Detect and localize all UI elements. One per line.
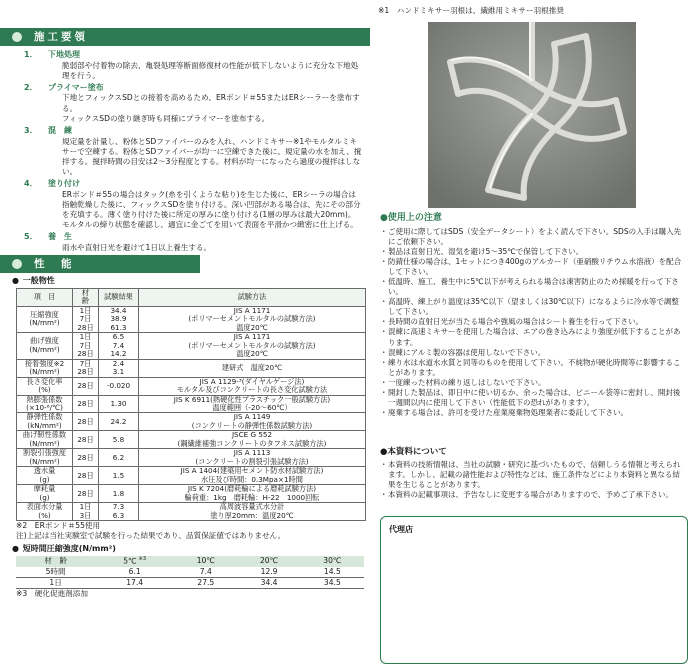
cell-line: 熱膨張係数 xyxy=(26,394,63,404)
agent-box xyxy=(380,516,688,664)
cell-line: JIS A 1113 xyxy=(233,448,271,458)
property-name xyxy=(17,449,73,467)
usage-title: ●使用上の注意 xyxy=(380,213,442,223)
property-method xyxy=(139,485,366,503)
cell-line: (g) xyxy=(39,492,50,502)
property-result xyxy=(99,449,139,467)
property-method xyxy=(139,467,366,485)
short-header-cell: 20℃ xyxy=(237,556,300,567)
step-title-text: 養 生 xyxy=(48,232,72,242)
step-title xyxy=(24,232,362,243)
physical-properties-table xyxy=(16,288,366,522)
cell-line: 圧縮強度 xyxy=(30,309,59,319)
short-header-cell: 10℃ xyxy=(174,556,237,567)
short-cell: 7.4 xyxy=(174,567,237,578)
physical-properties-title: ● 一般物性 xyxy=(12,276,372,287)
cell-line: 温度20℃ xyxy=(236,349,268,359)
table-row xyxy=(17,503,366,521)
cell-line: 28日 xyxy=(77,434,94,444)
cell-line: 曲げ強度 xyxy=(30,336,59,346)
property-name xyxy=(17,359,73,377)
step-number: 3． xyxy=(24,125,38,135)
property-method xyxy=(139,449,366,467)
usage-item: ・ 低温時、施工、養生中に5℃以下が考えられる場合は凍害防止のため採暖を行って下さい。 xyxy=(380,277,686,297)
cell-line: 14.2 xyxy=(110,349,127,359)
construction-steps xyxy=(0,46,372,253)
cell-line: 1.30 xyxy=(110,398,127,408)
property-name xyxy=(17,413,73,431)
short-cell: 27.5 xyxy=(174,578,237,589)
cell-line: 1.8 xyxy=(112,488,125,498)
property-result xyxy=(99,306,139,332)
property-result xyxy=(99,333,139,359)
cell-line: 接着強度※2 xyxy=(24,358,65,368)
cell-line: 28日 xyxy=(77,416,94,426)
step-paragraph: フィックスSDの塗り継ぎ時も同様にプライマーを塗布する。 xyxy=(62,113,270,123)
short-header-cell: 30℃ xyxy=(301,556,364,567)
table-header-cell: 試験結果 xyxy=(99,288,139,306)
property-result xyxy=(99,467,139,485)
property-result xyxy=(99,395,139,413)
table-header-cell: 材 齢 xyxy=(73,288,99,306)
cell-line: 水圧及び時間：0.3Mpa×1時間 xyxy=(201,474,303,484)
cell-line: 7.4 xyxy=(112,340,125,350)
property-age xyxy=(73,377,99,395)
cell-line: 34.4 xyxy=(110,305,127,315)
usage-item: ・ 一度練った材料の練り返しはしないで下さい。 xyxy=(380,378,686,388)
cell-line: 24.2 xyxy=(110,416,127,426)
property-result xyxy=(99,503,139,521)
cell-line: 温度20℃ xyxy=(236,322,268,332)
step-title-text: 下地処理 xyxy=(48,50,80,59)
cell-line: 28日 xyxy=(77,380,94,390)
cell-line: 静弾性係数 xyxy=(26,412,63,422)
cell-line: モルタル及びコンクリートの長さ変化試験方法 xyxy=(176,385,328,395)
cell-line: (ポリマーセメントモルタルの試験方法) xyxy=(188,314,316,324)
step-number: 5． xyxy=(24,232,38,242)
cell-line: 曲げ靭性係数 xyxy=(22,430,67,440)
table-header-cell: 試験方法 xyxy=(139,288,366,306)
cell-line: (N/mm²) xyxy=(29,367,60,377)
property-age xyxy=(73,333,99,359)
cell-line: 28日 xyxy=(77,398,94,408)
cell-line: 6.5 xyxy=(112,332,125,342)
cell-line: 5.8 xyxy=(112,434,125,444)
short-cell: 1日 xyxy=(16,578,95,589)
cell-line: JIS A 1171 xyxy=(233,332,271,342)
cell-line: (コンクリートの静弾性係数試験方法) xyxy=(191,420,313,430)
step-paragraph: ERボンド＃55の場合はタック(糸を引くような粘り)を生じた後に、ERシーラの場合は指触乾燥した後に、フィックスSDを塗り付ける。深い凹部がある場合は、先にその部分を充填する。薄く塗り付けた後に所定の厚みに塗り付ける(1層の厚みは最大20mm)。モルタルの締り状態を確認し、適宜に金ごてを用いて表面を平滑かつ緻密に仕上げる。 xyxy=(62,189,361,230)
cell-line: JIS K 6911(熱硬化性プラスチック一般試験方法) xyxy=(173,394,331,404)
cell-line: 6.2 xyxy=(112,452,125,462)
cell-line: 塗り厚20mm：温度20℃ xyxy=(210,510,294,520)
table-header-row xyxy=(17,288,366,306)
property-result xyxy=(99,377,139,395)
property-result xyxy=(99,359,139,377)
property-age xyxy=(73,413,99,431)
short-header-cell xyxy=(95,556,174,567)
cell-line: (%) xyxy=(38,385,51,395)
table-row xyxy=(17,485,366,503)
cell-line: JIS K 7204(磨耗輪による磨耗試験方法) xyxy=(187,484,317,494)
step xyxy=(24,82,362,124)
mixer-blade-image xyxy=(428,22,636,208)
agent-label: 代理店 xyxy=(389,525,413,534)
cell-line: 28日 xyxy=(77,470,94,480)
note-line: ※2 ERボンド＃55使用 xyxy=(16,521,101,531)
property-age xyxy=(73,431,99,449)
step-title xyxy=(24,179,362,190)
usage-item: ・ 製品は直射日光、湿気を避け5～35℃で保管して下さい。 xyxy=(380,247,686,257)
step-title-text: 塗り付け xyxy=(48,179,80,189)
usage-list xyxy=(380,227,686,418)
short-cell: 6.1 xyxy=(95,567,174,578)
short-cell: 14.5 xyxy=(301,567,364,578)
usage-item: ・ 混練に高速ミキサーを使用した場合は、エアの巻き込みにより強度が低下することがあります。 xyxy=(380,327,686,347)
cell-line: (×10-⁶/℃) xyxy=(26,402,63,412)
table-row xyxy=(17,431,366,449)
cell-line: 28日 xyxy=(77,367,94,377)
step-body xyxy=(48,137,362,178)
usage-item: ・ 高温時、練上がり温度は35℃以下（望ましくは30℃以下）になるように冷水等で調整して下さい。 xyxy=(380,297,686,317)
property-name xyxy=(17,431,73,449)
property-name xyxy=(17,467,73,485)
property-result xyxy=(99,431,139,449)
cell-line: 長さ変化率 xyxy=(26,376,63,386)
short-strength-note: ※3 硬化促進剤添加 xyxy=(16,589,88,599)
table-row xyxy=(17,333,366,359)
short-cell: 34.5 xyxy=(301,578,364,589)
cell-line: (コンクリートの割裂引張試験方法) xyxy=(195,456,309,466)
performance-heading: 性 能 xyxy=(0,255,200,273)
table-row xyxy=(17,449,366,467)
cell-line: JIS A 1171 xyxy=(233,305,271,315)
cell-line: (N/mm²) xyxy=(29,318,60,328)
table-header-cell: 項 目 xyxy=(17,288,73,306)
cell-line: (N/mm²) xyxy=(29,344,60,354)
property-age xyxy=(73,359,99,377)
table-notes xyxy=(16,521,372,541)
step-title xyxy=(24,125,362,137)
step-title xyxy=(24,50,362,61)
step-body xyxy=(48,93,362,124)
property-method xyxy=(139,395,366,413)
step-number: 4． xyxy=(24,179,38,189)
cell-line: 1日 xyxy=(79,305,92,315)
property-age xyxy=(73,395,99,413)
usage-item: ・ ご使用に際してはSDS（安全データシート）をよく読んで下さい。SDSの入手は購入先にご依頼下さい。 xyxy=(380,227,686,247)
reference-item: ・ 本資料の記載事項は、予告なしに変更する場合がありますので、予めご了承下さい。 xyxy=(380,490,686,500)
property-name xyxy=(17,485,73,503)
step-body xyxy=(48,243,362,253)
property-method xyxy=(139,333,366,359)
step-paragraph: 雨水や直射日光を避けて1日以上養生する。 xyxy=(62,242,212,252)
usage-item: ・ 練り水は水道水水質と同等のものを使用して下さい。不純物が硬化時間等に影響することがあります。 xyxy=(380,358,686,378)
short-row xyxy=(16,578,364,589)
cell-line: 割裂引張強度 xyxy=(22,448,67,458)
cell-line: (鋼繊維補強コンクリートのタフネス試験方法) xyxy=(177,438,327,448)
step-paragraph: 脆弱部や付着物の除去、亀裂処理等断面修復材の性能が低下しないように充分な下地処理を行う。 xyxy=(62,60,359,80)
cell-line: (kN/mm²) xyxy=(27,420,62,430)
photo-caption: ※1 ハンドミキサー羽根は、繊維用ミキサー羽根推奨 xyxy=(378,6,564,15)
cell-line: 透水量 xyxy=(33,466,56,476)
step-title xyxy=(24,82,362,94)
step xyxy=(24,50,362,81)
cell-line: 28日 xyxy=(77,452,94,462)
short-cell: 17.4 xyxy=(95,578,174,589)
property-name xyxy=(17,306,73,332)
property-name xyxy=(17,395,73,413)
cell-line: 6.3 xyxy=(112,510,125,520)
table-row xyxy=(17,359,366,377)
short-header-row xyxy=(16,556,364,567)
short-cell: 5時間 xyxy=(16,567,95,578)
short-cell: 34.4 xyxy=(237,578,300,589)
cell-line: 輪荷重：1kg 磨耗輪：H-22 1000回転 xyxy=(184,492,320,502)
cell-line: 28日 xyxy=(77,488,94,498)
property-name xyxy=(17,333,73,359)
cell-line: -0.020 xyxy=(106,380,131,390)
table-row xyxy=(17,395,366,413)
table-row xyxy=(17,377,366,395)
cell-line: 3.1 xyxy=(112,367,125,377)
property-age xyxy=(73,449,99,467)
cell-line: 建研式 温度20℃ xyxy=(221,362,283,372)
property-result xyxy=(99,413,139,431)
reference-list xyxy=(380,460,686,500)
property-method xyxy=(139,503,366,521)
cell-line: 1.5 xyxy=(112,470,125,480)
property-age xyxy=(73,503,99,521)
short-strength-table xyxy=(16,556,364,590)
cell-line: 28日 xyxy=(77,349,94,359)
property-method xyxy=(139,431,366,449)
usage-item: ・ 長時間の直射日光が当たる場合や強風の場合はシート養生を行って下さい。 xyxy=(380,317,686,327)
property-method xyxy=(139,377,366,395)
cell-line: JIS A 1149 xyxy=(233,412,271,422)
short-header-cell: 材 齢 xyxy=(16,556,95,567)
property-method xyxy=(139,359,366,377)
cell-line: JIS A 1129-³(ダイヤルゲージ法) xyxy=(199,376,305,386)
cell-line: 摩耗量 xyxy=(33,484,56,494)
step-paragraph: 規定量を計量し、粉体とSDファイバーのみを入れ、ハンドミキサー※1やモルタルミキサーで空練する。粉体とSDファイバーが均一に空練できた後に、規定量の水を加え、撹拌する。撹拌時間の目安は2～3分程度とする。材料が均一になったら過度の撹拌はしない。 xyxy=(62,136,362,177)
property-age xyxy=(73,467,99,485)
construction-heading: 施工要領 xyxy=(0,28,370,46)
cell-line: 2.4 xyxy=(112,358,125,368)
cell-line: 表面水分量 xyxy=(26,502,63,512)
cell-line: 7日 xyxy=(79,314,92,324)
cell-line: (N/mm²) xyxy=(29,438,60,448)
cell-line: 1日 xyxy=(79,332,92,342)
cell-line: 3日 xyxy=(79,510,92,520)
right-column xyxy=(376,0,690,668)
cell-line: 7.3 xyxy=(112,502,125,512)
cell-line: (g) xyxy=(39,474,50,484)
short-cell: 12.9 xyxy=(237,567,300,578)
cell-line: JSCE G 552 xyxy=(231,430,273,440)
cell-line: 高周波容量式水分計 xyxy=(219,502,285,512)
step-body xyxy=(48,61,362,81)
cell-line: 61.3 xyxy=(110,322,127,332)
usage-item: ・ 廃棄する場合は、許可を受けた産業廃棄物処理業者に委託して下さい。 xyxy=(380,408,686,418)
property-name xyxy=(17,503,73,521)
step-title-text: 混 練 xyxy=(48,125,72,135)
cell-line: (%) xyxy=(38,510,51,520)
reference-title: ●本資料について xyxy=(380,447,447,457)
cell-line: (ポリマーセメントモルタルの試験方法) xyxy=(188,340,316,350)
short-row xyxy=(16,567,364,578)
step xyxy=(24,232,362,253)
property-name xyxy=(17,377,73,395)
note-line: 注)上記は当社実験室で試験を行った結果であり、品質保証値ではありません。 xyxy=(16,531,286,541)
step-number: 1． xyxy=(24,50,38,59)
reference-item: ・ 本資料の技術情報は、当社の試験・研究に基づいたもので、信頼しうる情報と考えられます。しかし、記載の諸性能および特性などは、施工条件などにより本資料と異なる結果を生じることがあります。 xyxy=(380,460,686,490)
short-header-note: ※3 xyxy=(138,556,147,563)
step xyxy=(24,179,362,230)
mixer-blade-photo xyxy=(428,22,636,208)
usage-item: ・ 防錆仕様の場合は、1セットにつき400gのアルカード（亜硝酸リチウム水溶液）を配合して下さい。 xyxy=(380,257,686,277)
short-header-text: 5℃ xyxy=(123,556,137,566)
cell-line: 7日 xyxy=(79,340,92,350)
cell-line: JIS A 1404(建築用セメント防水材試験方法) xyxy=(180,466,324,476)
cell-line: 38.9 xyxy=(110,314,127,324)
property-method xyxy=(139,413,366,431)
cell-line: 温度範囲（-20～60℃） xyxy=(212,402,292,412)
property-result xyxy=(99,485,139,503)
step-title-text: プライマー塗布 xyxy=(48,82,104,92)
step xyxy=(24,125,362,177)
usage-item: ・ 混練にアルミ製の容器は使用しないで下さい。 xyxy=(380,348,686,358)
cell-line: 7日 xyxy=(79,358,92,368)
cell-line: 28日 xyxy=(77,322,94,332)
table-row xyxy=(17,413,366,431)
property-age xyxy=(73,485,99,503)
table-row xyxy=(17,306,366,332)
step-body xyxy=(48,190,362,231)
table-row xyxy=(17,467,366,485)
step-number: 2． xyxy=(24,82,38,92)
property-method xyxy=(139,306,366,332)
short-strength-title: ● 短時間圧縮強度(N/mm²) xyxy=(12,544,372,555)
step-paragraph: 下地とフィックスSDとの接着を高めるため、ERボンド＃55またはERシーラーを塗布する。 xyxy=(62,93,360,113)
cell-line: 1日 xyxy=(79,502,92,512)
property-age xyxy=(73,306,99,332)
cell-line: (N/mm²) xyxy=(29,456,60,466)
usage-item: ・ 開封した製品は、即日中に使い切るか、余った場合は、ビニール袋等に密封し、開封後一週間以内に使用して下さい（性能低下の恐れがあります）。 xyxy=(380,388,686,408)
